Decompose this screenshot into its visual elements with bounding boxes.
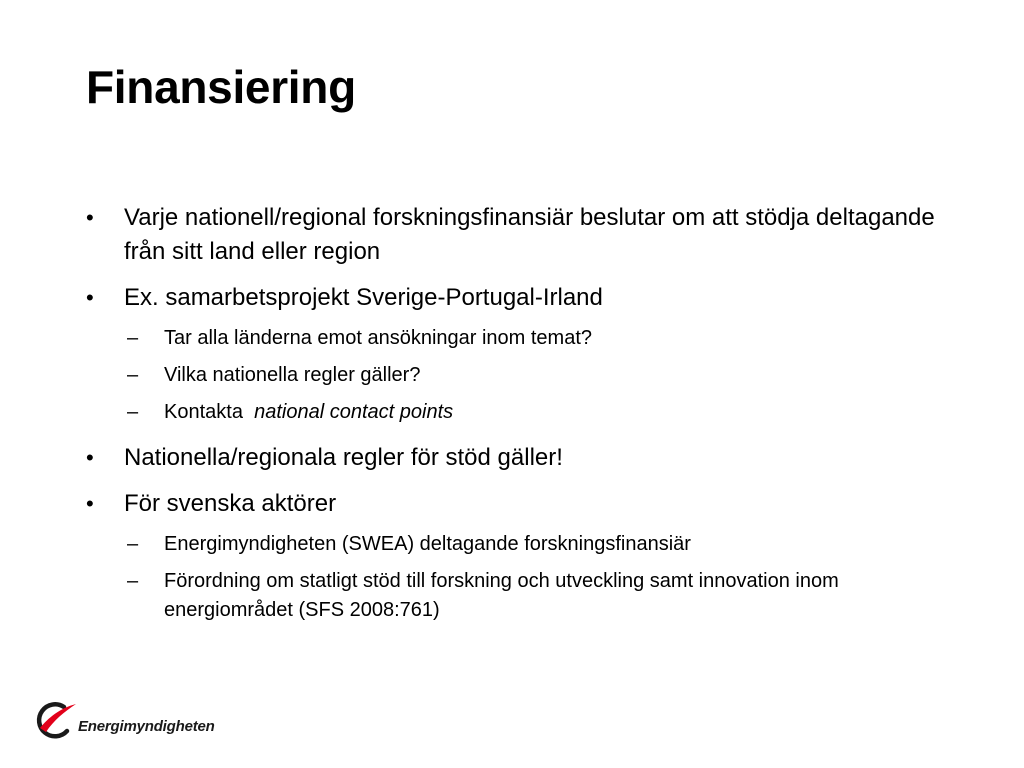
bullet-text: Varje nationell/regional forskningsfinansiär beslutar om att stödja deltagande från sitt land eller region [124,204,935,265]
sub-bullet-marker: – [127,327,139,349]
sub-bullet-text: Förordning om statligt stöd till forskning och utveckling samt innovation inom energiområdet (SFS 2008:761) [164,570,839,621]
bullet-item [86,441,966,475]
bullet-marker: • [86,205,94,230]
sub-bullet-marker: – [127,401,139,423]
sub-bullet-item [127,324,966,353]
bullet-item [86,487,966,521]
sub-bullet-marker: – [127,570,139,592]
energimyndigheten-logo [34,698,234,744]
slide-title: Finansiering [86,61,356,113]
sub-bullet-text: Energimyndigheten (SWEA) deltagande forskningsfinansiär [164,533,691,555]
bullet-list [86,201,966,633]
bullet-item [86,281,966,315]
bullet-item [86,201,966,269]
bullet-text: För svenska aktörer [124,490,337,517]
sub-bullet-item [127,530,966,559]
sub-bullet-italic-text: national contact points [254,401,454,423]
logo-text: Energimyndigheten [78,718,215,735]
sub-bullet-item [127,567,966,625]
sub-bullet-item [127,398,966,427]
bullet-marker: • [86,491,94,516]
sub-bullet-marker: – [127,364,139,386]
sub-bullet-marker: – [127,533,139,555]
sub-bullet-text: Vilka nationella regler gäller? [164,364,421,386]
bullet-marker: • [86,445,94,470]
bullet-text: Nationella/regionala regler för stöd gäller! [124,444,563,471]
energimyndigheten-logo-icon [34,698,78,744]
bullet-marker: • [86,285,94,310]
bullet-text: Ex. samarbetsprojekt Sverige-Portugal-Irland [124,284,603,311]
sub-bullet-text: Kontakta [164,401,243,423]
sub-bullet-item [127,361,966,390]
sub-bullet-text: Tar alla länderna emot ansökningar inom temat? [164,327,593,349]
